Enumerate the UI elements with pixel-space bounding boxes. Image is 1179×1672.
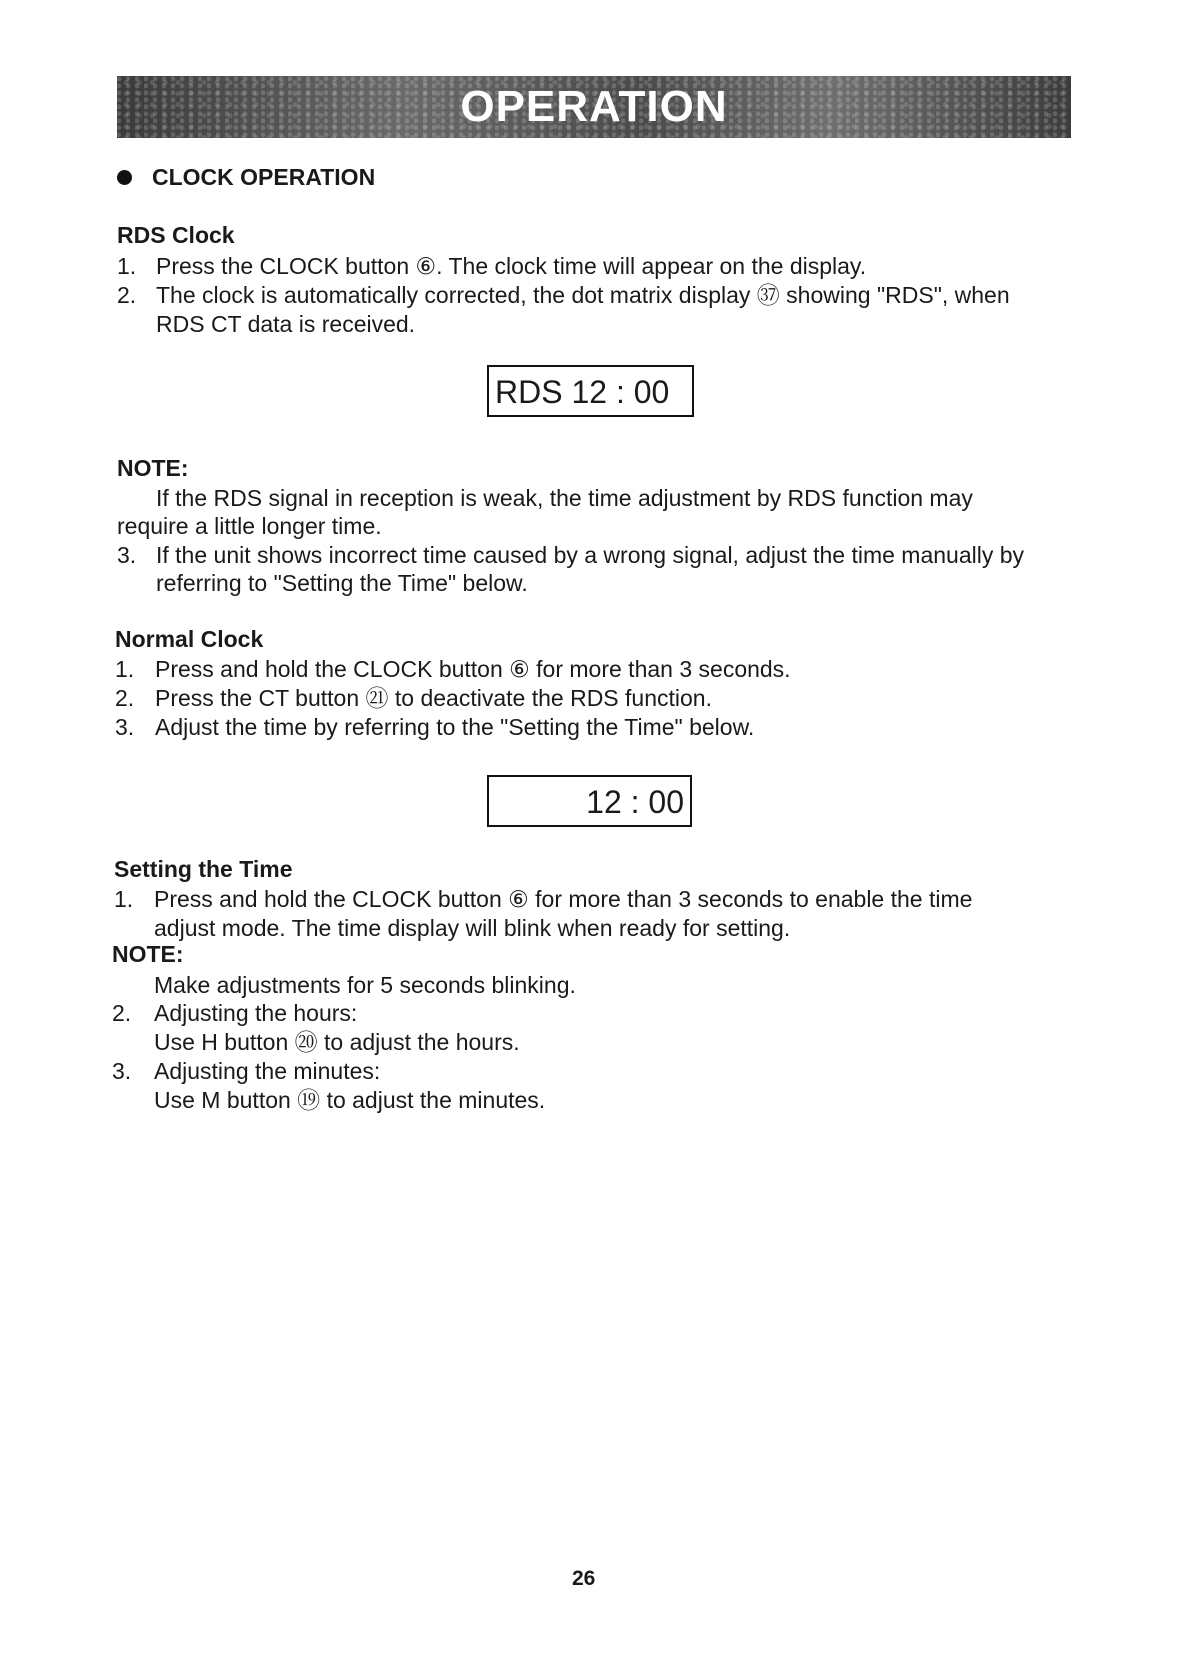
setting-item-1-line-2: adjust mode. The time display will blink when ready for setting. — [154, 915, 791, 941]
normal-item-3-num: 3. — [115, 714, 135, 740]
rds-item-2-line-1: The clock is automatically corrected, the dot matrix display ㊲ showing "RDS", when — [156, 282, 1010, 308]
note-line-1: If the RDS signal in reception is weak, the time adjustment by RDS function may — [156, 485, 973, 511]
setting-time-heading: Setting the Time — [114, 856, 293, 882]
note-item-3-num: 3. — [117, 542, 137, 568]
operation-banner — [117, 76, 1071, 138]
rds-item-1-num: 1. — [117, 253, 137, 279]
normal-clock-display: 12 : 00 — [487, 775, 692, 827]
setting-item-3-line-2: Use M button ⑲ to adjust the minutes. — [154, 1087, 546, 1113]
rds-item-2-line-2: RDS CT data is received. — [156, 311, 416, 337]
setting-note-text: Make adjustments for 5 seconds blinking. — [154, 972, 576, 998]
rds-clock-heading: RDS Clock — [117, 222, 235, 248]
note-line-2: require a little longer time. — [117, 513, 382, 539]
setting-item-3-num: 3. — [112, 1058, 132, 1084]
rds-item-2-num: 2. — [117, 282, 137, 308]
rds-clock-display: RDS 12 : 00 — [487, 365, 694, 417]
setting-note-heading: NOTE: — [112, 941, 184, 967]
note-heading: NOTE: — [117, 455, 189, 481]
banner-title: OPERATION — [460, 82, 728, 131]
setting-item-2-line-2: Use H button ⑳ to adjust the hours. — [154, 1029, 520, 1055]
setting-item-1-num: 1. — [114, 886, 134, 912]
setting-item-2-line-1: Adjusting the hours: — [154, 1000, 358, 1026]
setting-item-3-line-1: Adjusting the minutes: — [154, 1058, 381, 1084]
section-heading — [117, 164, 375, 191]
normal-item-1-num: 1. — [115, 656, 135, 682]
rds-item-1-text: Press the CLOCK button ⑥. The clock time will appear on the display. — [156, 253, 867, 279]
normal-item-2-num: 2. — [115, 685, 135, 711]
section-title: CLOCK OPERATION — [152, 164, 376, 190]
normal-item-3-text: Adjust the time by referring to the "Setting the Time" below. — [155, 714, 755, 740]
note-item-3-line-1: If the unit shows incorrect time caused by a wrong signal, adjust the time manually by — [156, 542, 1025, 568]
setting-item-2-num: 2. — [112, 1000, 132, 1026]
setting-item-1-line-1: Press and hold the CLOCK button ⑥ for more than 3 seconds to enable the time — [154, 886, 973, 912]
page-number: 26 — [572, 1567, 596, 1590]
normal-item-2-text: Press the CT button ㉑ to deactivate the RDS function. — [155, 685, 712, 711]
note-item-3-line-2: referring to "Setting the Time" below. — [156, 570, 528, 596]
normal-clock-heading: Normal Clock — [115, 626, 264, 652]
bullet-icon — [117, 170, 132, 185]
normal-item-1-text: Press and hold the CLOCK button ⑥ for more than 3 seconds. — [155, 656, 791, 682]
